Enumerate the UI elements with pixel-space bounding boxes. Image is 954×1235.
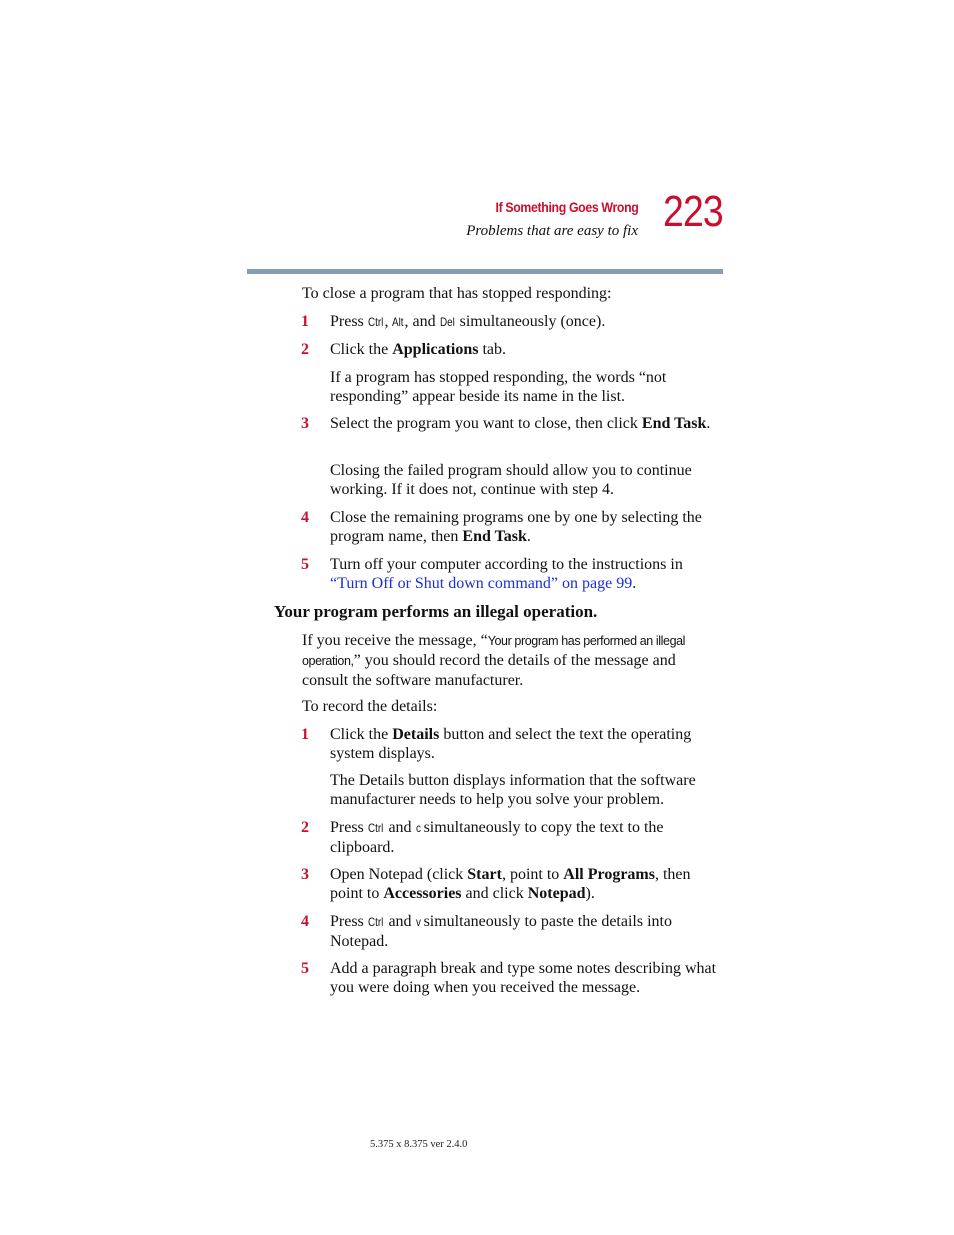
section-title: Problems that are easy to fix	[466, 223, 638, 239]
step-number: 5	[301, 960, 309, 977]
step-text: Add a paragraph break and type some notes describing what you were doing when you received the message.	[330, 960, 717, 996]
step-text: Turn off your computer according to the instructions in “Turn Off or Shut down command” on page 99.	[330, 556, 683, 592]
page-footer: 5.375 x 8.375 ver 2.4.0	[370, 1139, 468, 1150]
step-note: Closing the failed program should allow you to continue working. If it does not, continue with step 4.	[330, 462, 692, 498]
alt-key: Alt	[392, 315, 404, 329]
step-text: Press Ctrl, Alt, and Del simultaneously (once).	[330, 313, 606, 330]
v-key: v	[415, 915, 421, 929]
step-number: 4	[301, 509, 309, 526]
step-number: 3	[301, 866, 309, 883]
step-note: If a program has stopped responding, the words “not responding” appear beside its name in the list.	[330, 369, 667, 405]
header-rule	[247, 269, 723, 274]
step-number: 1	[301, 726, 309, 743]
page-number: 223	[663, 187, 723, 236]
del-key: Del	[439, 315, 455, 329]
error-message: Your program has performed an illegal operation,	[302, 634, 686, 668]
step-text: Press Ctrl and v simultaneously to paste the details into Notepad.	[330, 913, 672, 950]
cross-reference-link[interactable]: “Turn Off or Shut down command” on page 99	[330, 575, 633, 592]
step-number: 5	[301, 556, 309, 573]
c-key: c	[415, 821, 421, 835]
message-paragraph: If you receive the message, “Your program has performed an illegal operation,” you should record the details of the message and consult the software manufacturer.	[302, 632, 686, 689]
step-number: 2	[301, 819, 309, 836]
ctrl-key: Ctrl	[367, 915, 384, 929]
ctrl-key: Ctrl	[367, 821, 384, 835]
step-text: Click the Details button and select the text the operating system displays.	[330, 726, 692, 762]
step-number: 4	[301, 913, 309, 930]
step-number: 3	[301, 415, 309, 432]
step-text: Press Ctrl and c simultaneously to copy the text to the clipboard.	[330, 819, 664, 856]
step-note: The Details button displays information that the software manufacturer needs to help you solve your problem.	[330, 772, 696, 808]
step-text: Close the remaining programs one by one by selecting the program name, then End Task.	[330, 509, 702, 545]
chapter-title: If Something Goes Wrong	[495, 199, 638, 215]
step-number: 1	[301, 313, 309, 330]
intro-paragraph-2: To record the details:	[302, 698, 438, 715]
ctrl-key: Ctrl	[367, 315, 384, 329]
intro-paragraph: To close a program that has stopped responding:	[302, 285, 612, 302]
section-heading: Your program performs an illegal operation.	[274, 602, 598, 621]
step-text: Select the program you want to close, then click End Task.	[330, 415, 711, 432]
step-text: Click the Applications tab.	[330, 341, 507, 358]
step-number: 2	[301, 341, 309, 358]
step-text: Open Notepad (click Start, point to All Programs, then point to Accessories and click Notepad).	[330, 866, 691, 902]
